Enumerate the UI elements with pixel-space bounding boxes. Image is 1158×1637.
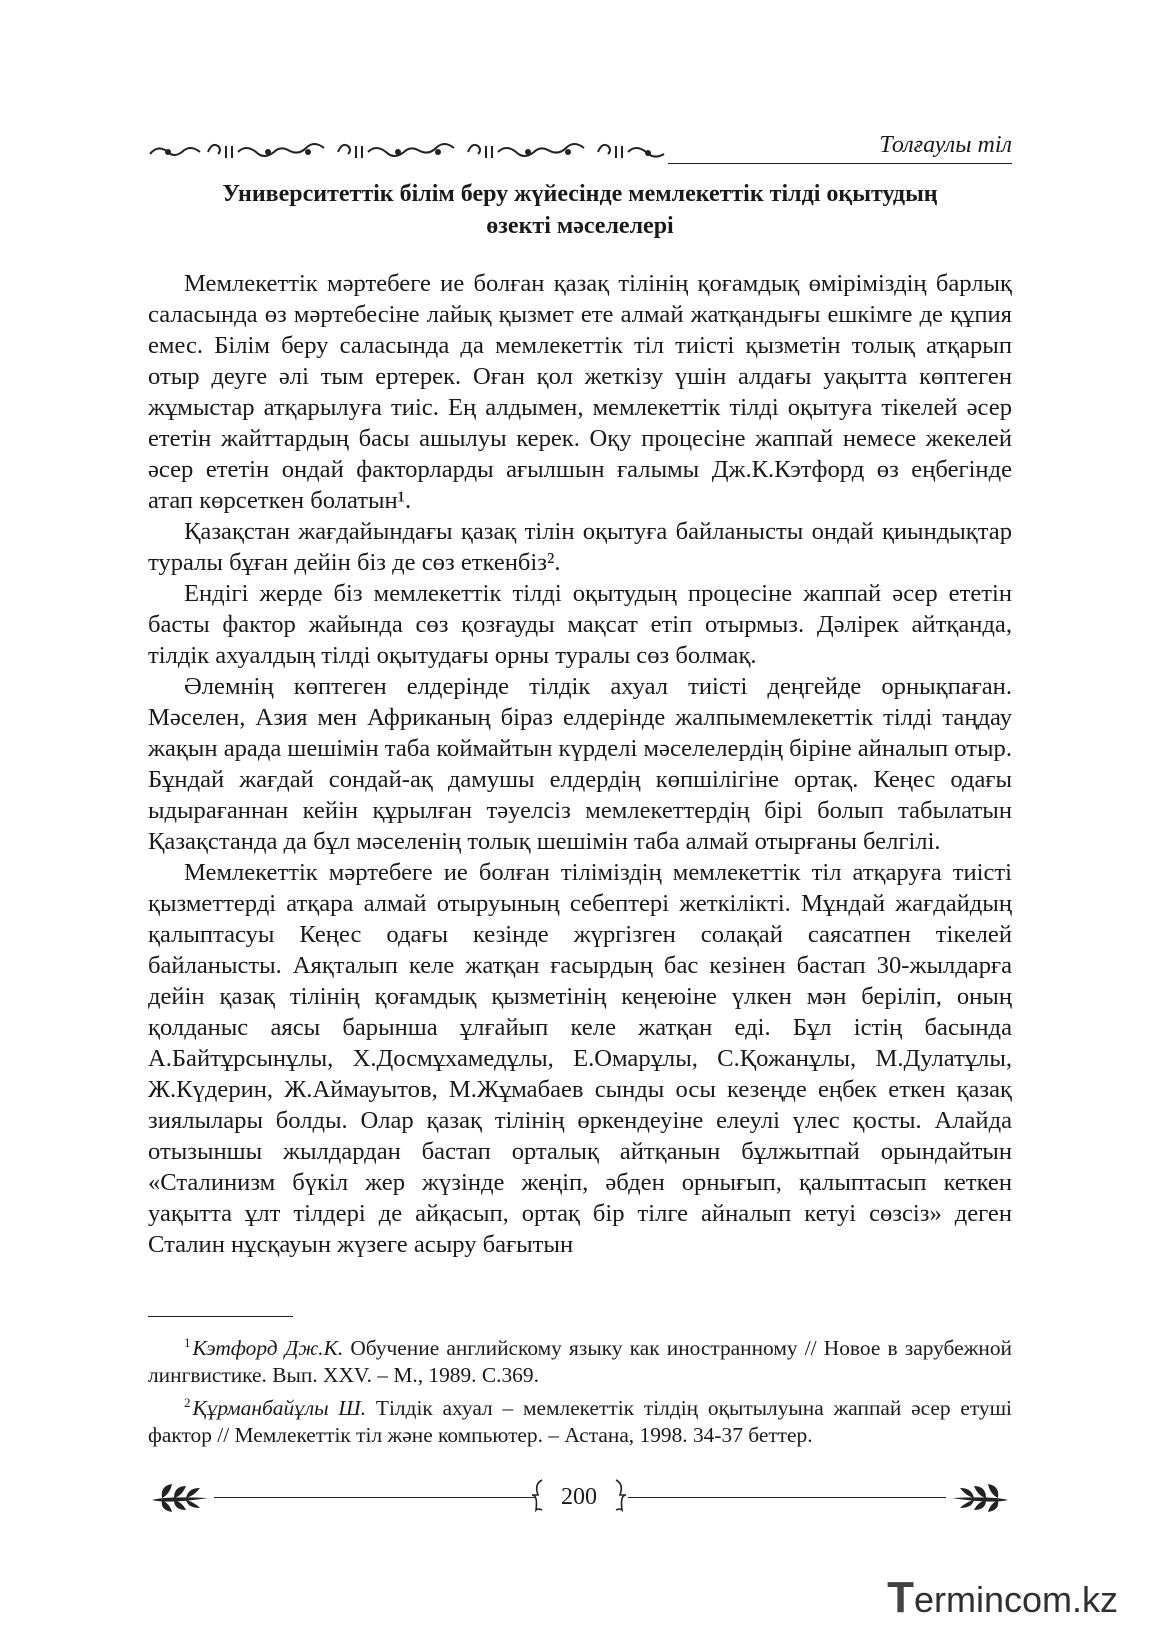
paragraph: Мемлекеттік мәртебеге ие болған қазақ тілінің қоғамдық өміріміздің барлық саласында өз мәртебесіне лайық қызмет ете алмай жатқандығы ешкімге де құпия емес. Білім беру саласында да мемлекеттік тіл тиісті қызметін толық атқарып отыр деуге әлі тым ертерек. Оған қол жеткізу үшін алдағы уақытта көптеген жұмыстар атқарылуға тиіс. Ең алдымен, мемлекеттік тілді оқытуға тікелей әсер ететін жайттардың басы ашылуы керек. Оқу процесіне жаппай немесе жекелей әсер ететін ондай факторларды ағылшын ғалымы Дж.К.Кэтфорд өз еңбегінде атап көрсеткен болатын¹. [148, 270, 1012, 514]
paragraph: Мемлекеттік мәртебеге ие болған тіліміздің мемлекеттік тіл атқаруға тиісті қызметтерді атқара алмай отыруының себептері жеткілікті. Мұндай жағдайдың қалыптасуы Кеңес одағы кезінде жүргізген солақай саясатпен тікелей байланысты. Аяқталып келе жатқан ғасырдың бас кезінен бастап 30-жылдарға дейін қазақ тілінің қоғамдық қызметінің кеңеюіне үлкен мән беріліп, оның қолданыс аясы барынша ұлғайып келе жатқан еді. Бұл істің басында А.Байтұрсынұлы, Х.Досмұхамедұлы, Е.Омарұлы, С.Қожанұлы, М.Дулатұлы, Ж.Күдерин, Ж.Аймауытов, М.Жұмабаев сынды осы кезеңде еңбек еткен қазақ зиялылары болды. Олар қазақ тілінің өркендеуіне елеулі үлес қосты. Алайда отызыншы жылдардан бастап орталық айтқанын бұлжытпай орындайтын «Сталинизм бүкіл жер жүзінде жеңіп, әбден орнығып, қалыптасып кеткен уақытта ұлт тілдері де айқасып, ортақ бір тілге айналып кетуі сөзсіз» деген Сталин нұсқауын жүзеге асыру бағытын [148, 859, 1012, 1258]
header-rule [668, 163, 1012, 164]
article-title-line-2: өзекті мәселелері [486, 213, 674, 239]
site-watermark [887, 1573, 1118, 1623]
footer-rule-left [214, 1497, 536, 1498]
footnote [148, 1330, 1012, 1388]
header-ornament-icon [148, 138, 668, 166]
running-header-title: Толғаулы тіл [879, 132, 1012, 158]
paragraph: Ендігі жерде біз мемлекеттік тілді оқытудың процесіне жаппай әсер ететін басты фактор жайында сөз қозғауды мақсат етіп отырмыз. Дәлірек айтқанда, тілдік ахуалдың тілді оқытудағы орны туралы сөз болмақ. [148, 580, 1012, 669]
right-leaf-ornament-icon [948, 1482, 1012, 1514]
paragraph: Әлемнің көптеген елдерінде тілдік ахуал тиісті деңгейде орнықпаған. Мәселен, Азия мен Африканың біраз елдерінде жалпымемлекеттік тілді таңдау жақын арада шешімін таба коймайтын күрделі мәселелердің біріне айналып отыр. Бұндай жағдай сондай-ақ дамушы елдердің көпшілігіне ортақ. Кеңес одағы ыдырағаннан кейін құрылған тәуелсіз мемлекеттердің бірі болып табылатын Қазақстанда да бұл мәселенің толық шешімін таба алмай отырғаны белгілі. [148, 673, 1012, 855]
footnote-separator [148, 1316, 293, 1317]
watermark-text: ermincom.kz [913, 1579, 1118, 1620]
article-body [148, 268, 1012, 1260]
page-number-bracket-right-icon [614, 1478, 626, 1512]
paragraph: Қазақстан жағдайындағы қазақ тілін оқытуға байланысты ондай қиындықтар туралы бұған дейін біз де сөз еткенбіз². [148, 518, 1012, 576]
page-number: 200 [561, 1484, 597, 1510]
running-header [148, 128, 1012, 168]
article-title [148, 178, 1012, 242]
footer-rule-right [628, 1497, 946, 1498]
left-leaf-ornament-icon [148, 1482, 212, 1514]
footnote-mark: 2 [184, 1395, 191, 1410]
footnote [148, 1390, 1012, 1448]
footnote-text: Обучение английскому языку как иностранному // Новое в зарубежной лингвистике. Вып. XXV. – М., 1989. С.369. [148, 1336, 1012, 1387]
footnote-author: Кэтфорд Дж.К. [192, 1336, 344, 1360]
article-title-line-1: Университеттік білім беру жүйесінде мемлекеттік тілді оқытудың [222, 181, 938, 207]
page-footer [148, 1478, 1012, 1518]
footnotes [148, 1330, 1012, 1450]
footnote-author: Құрманбайұлы Ш. [192, 1396, 367, 1420]
footnote-text: Тілдік ахуал – мемлекеттік тілдің оқытылуына жаппай әсер етуші фактор // Мемлекеттік тіл және компьютер. – Астана, 1998. 34-37 беттер. [148, 1396, 1013, 1447]
footnote-mark: 1 [184, 1335, 191, 1350]
watermark-initial: T [887, 1573, 914, 1622]
